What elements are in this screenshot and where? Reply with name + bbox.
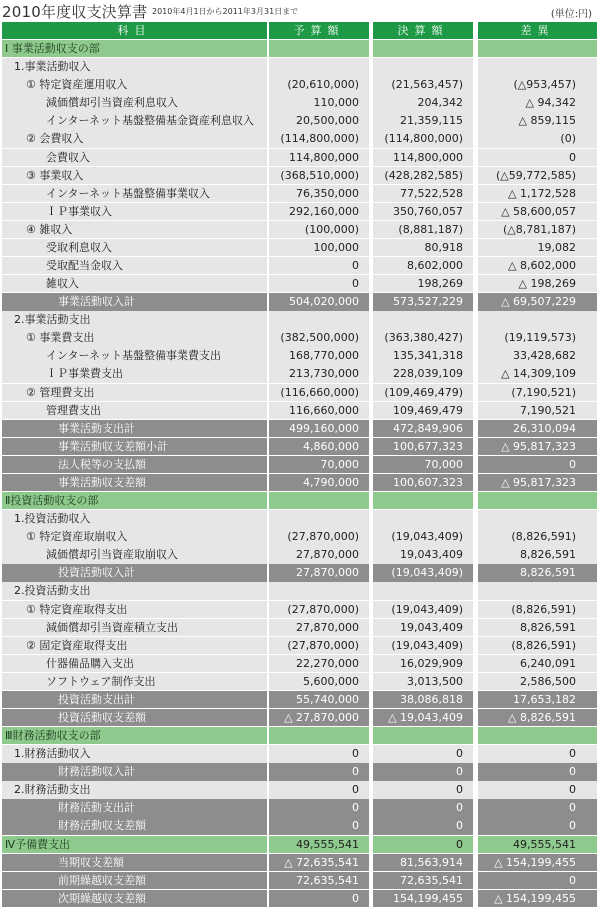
row-label-cell	[2, 510, 267, 527]
row-label-cell	[2, 420, 267, 437]
row-label-cell	[2, 582, 267, 599]
budget-value: (382,500,000)	[269, 329, 369, 346]
row-label: 受取利息収入	[46, 240, 112, 254]
difference-value: 0	[478, 872, 597, 889]
row-label: Ⅱ投資活動収支の部	[5, 494, 99, 508]
row-label: ① 特定資産取得支出	[26, 602, 128, 616]
budget-value	[269, 582, 369, 599]
total-row	[0, 872, 600, 889]
actual-value: 0	[373, 836, 473, 853]
difference-value: 0	[478, 781, 597, 798]
difference-value	[478, 58, 597, 75]
section-row	[0, 40, 600, 57]
difference-value	[478, 311, 597, 328]
row-label: 什器備品購入支出	[46, 656, 134, 670]
row-label: ④ 雑収入	[26, 222, 73, 236]
budget-value: 27,870,000	[269, 564, 369, 581]
row-label-cell	[2, 112, 267, 129]
actual-value: 81,563,914	[373, 854, 473, 871]
row-label-cell	[2, 275, 267, 292]
row-label-cell	[2, 546, 267, 563]
budget-value	[269, 311, 369, 328]
table-row	[0, 149, 600, 166]
total-row	[0, 890, 600, 907]
row-label-cell	[2, 311, 267, 328]
actual-value: 16,029,909	[373, 655, 473, 672]
row-label: ＩＰ事業費支出	[46, 367, 123, 381]
difference-value: 0	[478, 456, 597, 473]
difference-value: (△8,781,187)	[478, 221, 597, 238]
row-label: 事業活動収支差額	[58, 475, 146, 489]
row-label: 1.投資活動収入	[14, 512, 91, 526]
row-label-cell	[2, 492, 267, 509]
difference-value: △ 859,115	[478, 112, 597, 129]
budget-value: 213,730,000	[269, 365, 369, 382]
actual-value: (8,881,187)	[373, 221, 473, 238]
report-period: 2010年4月1日から2011年3月31日まで	[152, 7, 299, 16]
actual-value: (114,800,000)	[373, 130, 473, 147]
budget-value: (368,510,000)	[269, 167, 369, 184]
actual-value: 228,039,109	[373, 365, 473, 382]
row-label-cell	[2, 456, 267, 473]
difference-value: △ 95,817,323	[478, 438, 597, 455]
row-label-cell	[2, 239, 267, 256]
row-label: 事業活動収入計	[58, 295, 135, 309]
budget-value: 292,160,000	[269, 203, 369, 220]
table-row	[0, 329, 600, 346]
row-label: インターネット基盤整備事業費支出	[46, 349, 222, 363]
row-label: 管理費支出	[46, 403, 101, 417]
difference-value: (8,826,591)	[478, 637, 597, 654]
difference-value: (0)	[478, 130, 597, 147]
total-row	[0, 293, 600, 310]
difference-value	[478, 40, 597, 57]
table-row	[0, 185, 600, 202]
difference-value: △ 154,199,455	[478, 854, 597, 871]
row-label: 1.事業活動収入	[14, 60, 91, 74]
row-label: ② 管理費支出	[26, 385, 95, 399]
table-row	[0, 402, 600, 419]
difference-value: △ 95,817,323	[478, 474, 597, 491]
difference-value	[478, 492, 597, 509]
difference-value: (△953,457)	[478, 76, 597, 93]
table-row	[0, 130, 600, 147]
actual-value: (363,380,427)	[373, 329, 473, 346]
row-label: 財務活動収入計	[58, 765, 135, 779]
total-row	[0, 456, 600, 473]
column-header-difference: 差異	[478, 22, 597, 39]
row-label-cell	[2, 293, 267, 310]
row-label: 1.財務活動収入	[14, 747, 91, 761]
table-row	[0, 275, 600, 292]
row-label: インターネット基盤整備事業収入	[46, 186, 211, 200]
actual-value: 21,359,115	[373, 112, 473, 129]
difference-value: 0	[478, 817, 597, 834]
actual-value: 350,760,057	[373, 203, 473, 220]
row-label: 減価償却引当資産利息収入	[46, 96, 178, 110]
difference-value: 0	[478, 799, 597, 816]
actual-value: (21,563,457)	[373, 76, 473, 93]
row-label-cell	[2, 474, 267, 491]
actual-value: 100,607,323	[373, 474, 473, 491]
row-label: インターネット基盤整備基金資産利息収入	[46, 114, 255, 128]
row-label-cell	[2, 781, 267, 798]
row-label: Ⅲ財務活動収支の部	[5, 729, 101, 743]
table-row	[0, 112, 600, 129]
row-label: 当期収支差額	[58, 855, 124, 869]
budget-value: (20,610,000)	[269, 76, 369, 93]
table-row	[0, 167, 600, 184]
budget-value: 0	[269, 799, 369, 816]
total-row	[0, 799, 600, 816]
table-row	[0, 76, 600, 93]
budget-value: 27,870,000	[269, 546, 369, 563]
budget-value: 0	[269, 745, 369, 762]
row-label-cell	[2, 402, 267, 419]
actual-value: (19,043,409)	[373, 601, 473, 618]
row-label: 財務活動支出計	[58, 801, 135, 815]
table-row	[0, 58, 600, 75]
budget-value: 116,660,000	[269, 402, 369, 419]
difference-value: 6,240,091	[478, 655, 597, 672]
difference-value: △ 58,600,057	[478, 203, 597, 220]
section-row	[0, 727, 600, 744]
row-label-cell	[2, 836, 267, 853]
actual-value: 204,342	[373, 94, 473, 111]
actual-value: 154,199,455	[373, 890, 473, 907]
difference-value: 19,082	[478, 239, 597, 256]
difference-value: 8,826,591	[478, 619, 597, 636]
budget-value: 55,740,000	[269, 691, 369, 708]
row-label-cell	[2, 872, 267, 889]
row-label-cell	[2, 619, 267, 636]
budget-value: (27,870,000)	[269, 528, 369, 545]
budget-value: 0	[269, 275, 369, 292]
report-header	[0, 0, 600, 22]
actual-value: 0	[373, 817, 473, 834]
actual-value: (19,043,409)	[373, 637, 473, 654]
difference-value	[478, 727, 597, 744]
table-row	[0, 203, 600, 220]
table-row	[0, 221, 600, 238]
actual-value: (19,043,409)	[373, 564, 473, 581]
row-label: ① 事業費支出	[26, 331, 95, 345]
difference-value: 26,310,094	[478, 420, 597, 437]
difference-value: (7,190,521)	[478, 384, 597, 401]
row-label-cell	[2, 709, 267, 726]
budget-value: 110,000	[269, 94, 369, 111]
actual-value: 19,043,409	[373, 619, 473, 636]
table-row	[0, 637, 600, 654]
budget-value: 0	[269, 257, 369, 274]
row-label-cell	[2, 799, 267, 816]
difference-value: 8,826,591	[478, 546, 597, 563]
row-label-cell	[2, 347, 267, 364]
difference-value: △ 154,199,455	[478, 890, 597, 907]
total-row	[0, 564, 600, 581]
column-header-subject: 科目	[2, 22, 267, 39]
budget-value: 100,000	[269, 239, 369, 256]
actual-value: △ 19,043,409	[373, 709, 473, 726]
row-label: 減価償却引当資産取崩収入	[46, 548, 178, 562]
row-label: 前期繰越収支差額	[58, 873, 146, 887]
row-label-cell	[2, 601, 267, 618]
table-row	[0, 510, 600, 527]
budget-value	[269, 492, 369, 509]
table-row	[0, 546, 600, 563]
row-label-cell	[2, 691, 267, 708]
budget-value: 504,020,000	[269, 293, 369, 310]
difference-value: 33,428,682	[478, 347, 597, 364]
row-label: 財務活動収支差額	[58, 819, 146, 833]
difference-value: △ 198,269	[478, 275, 597, 292]
budget-value: 499,160,000	[269, 420, 369, 437]
table-row	[0, 384, 600, 401]
row-label-cell	[2, 76, 267, 93]
actual-value: (428,282,585)	[373, 167, 473, 184]
row-label-cell	[2, 221, 267, 238]
row-label: 事業活動支出計	[58, 421, 135, 435]
row-label: 投資活動収入計	[58, 566, 135, 580]
table-body	[0, 40, 600, 907]
actual-value: (19,043,409)	[373, 528, 473, 545]
row-label-cell	[2, 365, 267, 382]
budget-value: (27,870,000)	[269, 601, 369, 618]
row-label: 2.事業活動支出	[14, 313, 91, 327]
row-label: 投資活動収支差額	[58, 710, 146, 724]
budget-value: 0	[269, 763, 369, 780]
column-header-actual: 決算額	[373, 22, 473, 39]
table-row	[0, 365, 600, 382]
actual-value	[373, 40, 473, 57]
row-label: ① 特定資産取崩収入	[26, 530, 128, 544]
difference-value: 17,653,182	[478, 691, 597, 708]
difference-value: 0	[478, 149, 597, 166]
row-label: 会費収入	[46, 150, 90, 164]
actual-value: 0	[373, 745, 473, 762]
total-row	[0, 854, 600, 871]
table-header-row	[0, 22, 600, 39]
actual-value: 77,522,528	[373, 185, 473, 202]
row-label-cell	[2, 384, 267, 401]
total-row	[0, 438, 600, 455]
table-row	[0, 239, 600, 256]
row-label-cell	[2, 149, 267, 166]
actual-value: 573,527,229	[373, 293, 473, 310]
difference-value: 49,555,541	[478, 836, 597, 853]
row-label: 法人税等の支払額	[58, 457, 146, 471]
row-label: 次期繰越収支差額	[58, 891, 146, 905]
budget-value: 22,270,000	[269, 655, 369, 672]
difference-value: △ 69,507,229	[478, 293, 597, 310]
actual-value	[373, 510, 473, 527]
row-label-cell	[2, 673, 267, 690]
budget-value: △ 72,635,541	[269, 854, 369, 871]
table-row	[0, 781, 600, 798]
section-row	[0, 492, 600, 509]
budget-value: 114,800,000	[269, 149, 369, 166]
actual-value: 80,918	[373, 239, 473, 256]
row-label-cell	[2, 58, 267, 75]
row-label-cell	[2, 745, 267, 762]
row-label-cell	[2, 40, 267, 57]
actual-value: (109,469,479)	[373, 384, 473, 401]
table-row	[0, 655, 600, 672]
row-label: 減価償却引当資産積立支出	[46, 620, 178, 634]
difference-value: 7,190,521	[478, 402, 597, 419]
row-label: ソフトウェア制作支出	[46, 674, 156, 688]
total-row	[0, 691, 600, 708]
difference-value: △ 8,826,591	[478, 709, 597, 726]
budget-value: △ 27,870,000	[269, 709, 369, 726]
actual-value: 8,602,000	[373, 257, 473, 274]
budget-value: (116,660,000)	[269, 384, 369, 401]
row-label: 受取配当金収入	[46, 259, 123, 273]
budget-value: (100,000)	[269, 221, 369, 238]
row-label: 事業活動収支差額小計	[58, 439, 168, 453]
budget-value: 4,860,000	[269, 438, 369, 455]
budget-value	[269, 58, 369, 75]
difference-value: (8,826,591)	[478, 601, 597, 618]
difference-value: 2,586,500	[478, 673, 597, 690]
table-row	[0, 347, 600, 364]
row-label-cell	[2, 655, 267, 672]
budget-value	[269, 510, 369, 527]
row-label-cell	[2, 185, 267, 202]
actual-value: 114,800,000	[373, 149, 473, 166]
table-row	[0, 582, 600, 599]
total-row	[0, 420, 600, 437]
difference-value	[478, 582, 597, 599]
actual-value	[373, 492, 473, 509]
budget-value: 5,600,000	[269, 673, 369, 690]
difference-value: 0	[478, 763, 597, 780]
table-row	[0, 257, 600, 274]
row-label-cell	[2, 727, 267, 744]
column-header-budget: 予算額	[269, 22, 369, 39]
total-row	[0, 474, 600, 491]
budget-value	[269, 40, 369, 57]
budget-value: (114,800,000)	[269, 130, 369, 147]
table-row	[0, 745, 600, 762]
row-label-cell	[2, 564, 267, 581]
row-label-cell	[2, 203, 267, 220]
difference-value: △ 14,309,109	[478, 365, 597, 382]
actual-value: 0	[373, 781, 473, 798]
actual-value: 70,000	[373, 456, 473, 473]
difference-value: (8,826,591)	[478, 528, 597, 545]
difference-value: △ 1,172,528	[478, 185, 597, 202]
row-label: 雑収入	[46, 277, 79, 291]
actual-value: 198,269	[373, 275, 473, 292]
difference-value: △ 94,342	[478, 94, 597, 111]
budget-value: 27,870,000	[269, 619, 369, 636]
budget-value: 168,770,000	[269, 347, 369, 364]
actual-value: 38,086,818	[373, 691, 473, 708]
row-label: 投資活動支出計	[58, 692, 135, 706]
row-label-cell	[2, 167, 267, 184]
budget-value: 76,350,000	[269, 185, 369, 202]
budget-value: 0	[269, 781, 369, 798]
difference-value: △ 8,602,000	[478, 257, 597, 274]
budget-value: 72,635,541	[269, 872, 369, 889]
budget-value: (27,870,000)	[269, 637, 369, 654]
row-label: ③ 事業収入	[26, 168, 84, 182]
actual-value	[373, 58, 473, 75]
budget-value	[269, 727, 369, 744]
difference-value: 8,826,591	[478, 564, 597, 581]
actual-value: 0	[373, 763, 473, 780]
row-label-cell	[2, 130, 267, 147]
budget-value: 0	[269, 890, 369, 907]
table-row	[0, 94, 600, 111]
row-label: ① 特定資産運用収入	[26, 78, 128, 92]
total-row	[0, 763, 600, 780]
table-row	[0, 619, 600, 636]
page-title: 2010年度収支決算書	[2, 3, 148, 21]
section-row	[0, 836, 600, 853]
actual-value: 100,677,323	[373, 438, 473, 455]
row-label-cell	[2, 329, 267, 346]
row-label-cell	[2, 637, 267, 654]
row-label-cell	[2, 763, 267, 780]
actual-value: 19,043,409	[373, 546, 473, 563]
actual-value: 72,635,541	[373, 872, 473, 889]
table-row	[0, 601, 600, 618]
actual-value: 3,013,500	[373, 673, 473, 690]
difference-value: 0	[478, 745, 597, 762]
budget-value: 49,555,541	[269, 836, 369, 853]
total-row	[0, 709, 600, 726]
row-label: Ⅰ 事業活動収支の部	[5, 42, 100, 56]
row-label-cell	[2, 528, 267, 545]
budget-table	[0, 22, 600, 907]
row-label: 2.財務活動支出	[14, 783, 91, 797]
actual-value: 135,341,318	[373, 347, 473, 364]
actual-value	[373, 311, 473, 328]
actual-value: 472,849,906	[373, 420, 473, 437]
budget-value: 20,500,000	[269, 112, 369, 129]
difference-value: (△59,772,585)	[478, 167, 597, 184]
row-label: ② 会費収入	[26, 132, 84, 146]
row-label-cell	[2, 817, 267, 834]
total-row	[0, 817, 600, 834]
table-row	[0, 528, 600, 545]
budget-value: 70,000	[269, 456, 369, 473]
row-label-cell	[2, 257, 267, 274]
actual-value: 109,469,479	[373, 402, 473, 419]
row-label: ＩＰ事業収入	[46, 204, 112, 218]
actual-value	[373, 727, 473, 744]
budget-value: 0	[269, 817, 369, 834]
row-label-cell	[2, 94, 267, 111]
row-label-cell	[2, 438, 267, 455]
table-row	[0, 673, 600, 690]
unit-label: (単位:円)	[550, 9, 592, 20]
difference-value: (19,119,573)	[478, 329, 597, 346]
actual-value: 0	[373, 799, 473, 816]
budget-value: 4,790,000	[269, 474, 369, 491]
table-row	[0, 311, 600, 328]
row-label-cell	[2, 890, 267, 907]
row-label-cell	[2, 854, 267, 871]
row-label: ② 固定資産取得支出	[26, 638, 128, 652]
difference-value	[478, 510, 597, 527]
row-label: Ⅳ予備費支出	[5, 837, 71, 851]
row-label: 2.投資活動支出	[14, 584, 91, 598]
actual-value	[373, 582, 473, 599]
